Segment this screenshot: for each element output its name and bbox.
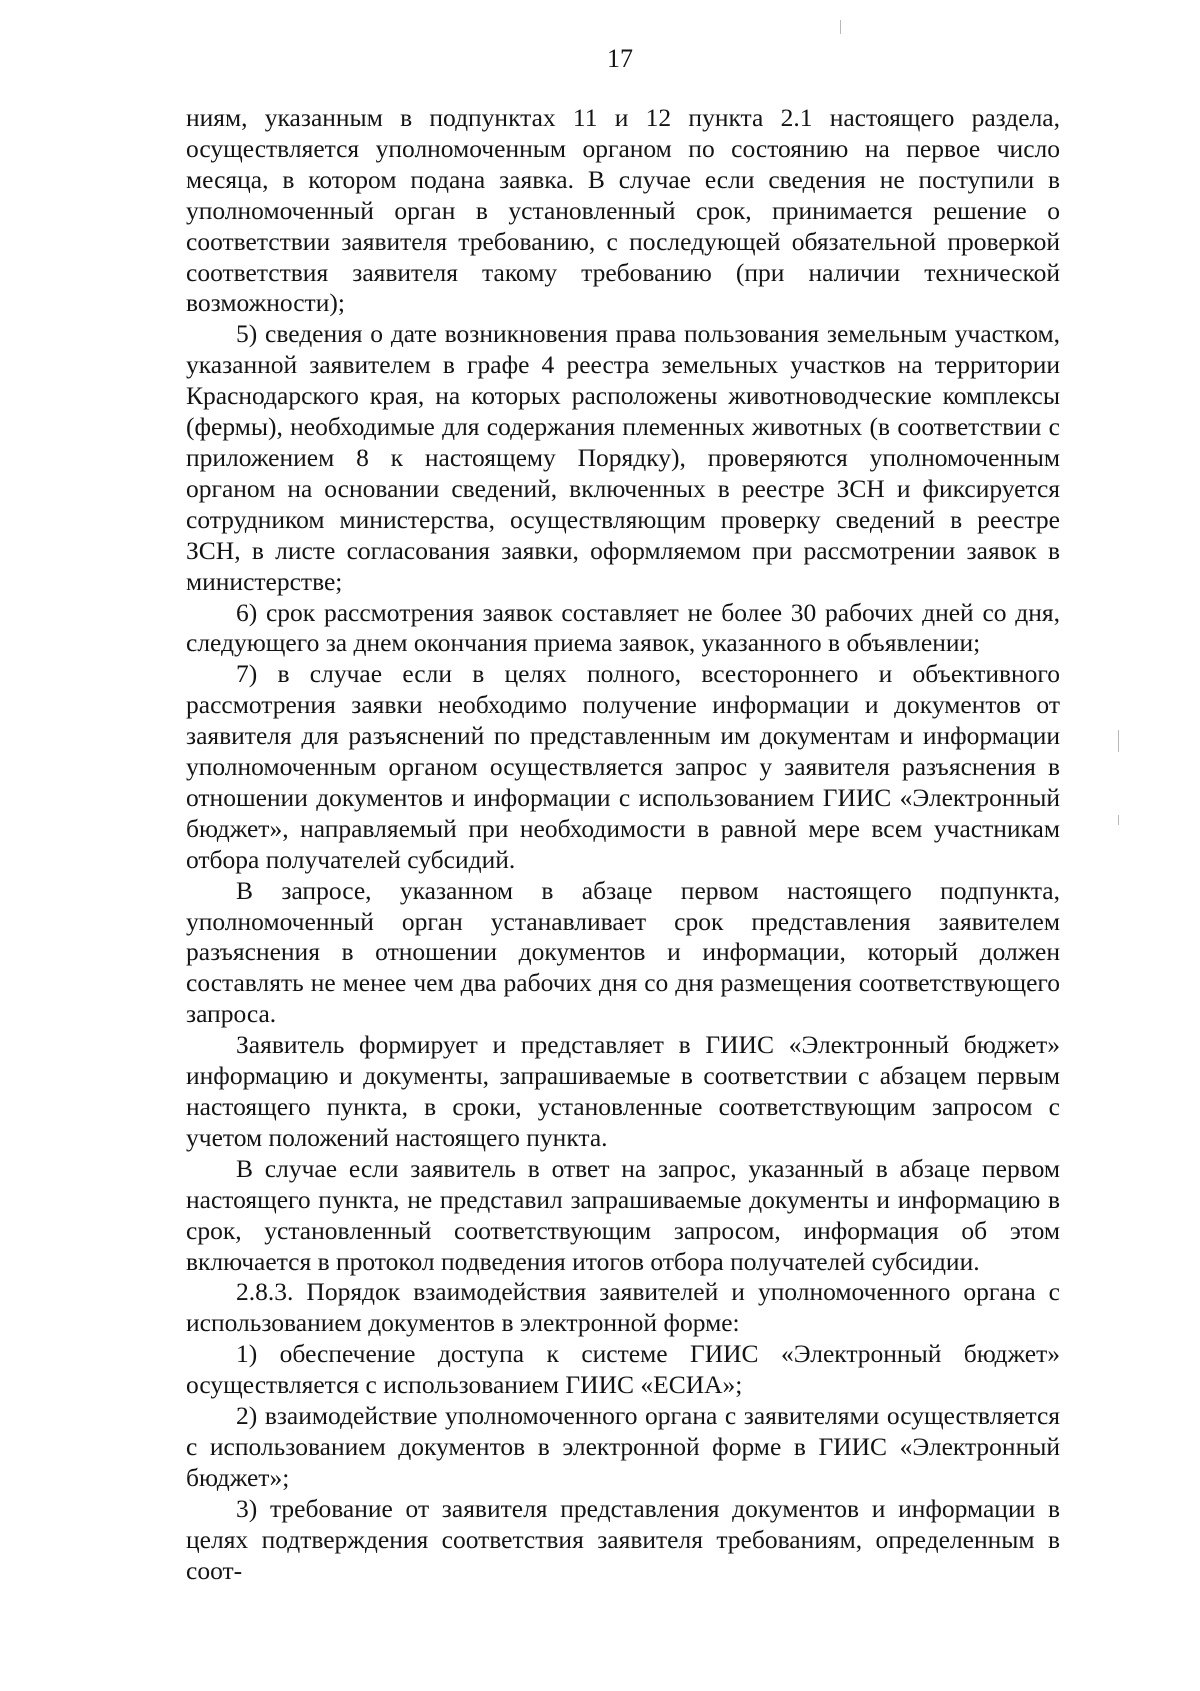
scan-artifact	[1118, 815, 1119, 825]
paragraph-item-5: 5) сведения о дате возникновения права пользования земельным участком, указанной заявителем в графе 4 реестра земельных участков на территории Краснодарского края, на которых расположены животноводческие комплексы (фермы), необходимые для содержания племенных животных (в соответствии с приложением 8 к настоящему Порядку), проверяются уполномоченным органом на основании сведений, включенных в реестре ЗСН и фиксируется сотрудником министерства, осуществляющим проверку сведений в реестре ЗСН, в листе согласования заявки, оформляемом при рассмотрении заявок в министерстве;	[186, 319, 1060, 596]
paragraph-applicant-submission: Заявитель формирует и представляет в ГИИС «Электронный бюджет» информацию и документы, запрашиваемые в соответствии с абзацем первым настоящего пункта, в сроки, установленные соответствующим запросом с учетом положений настоящего пункта.	[186, 1030, 1060, 1152]
scan-artifact	[840, 20, 841, 34]
document-body	[186, 103, 1060, 1587]
paragraph-non-submission: В случае если заявитель в ответ на запрос, указанный в абзаце первом настоящего пункта, не представил запрашиваемые документы и информацию в срок, установленный соответствующим запросом, информация об этом включается в протокол подведения итогов отбора получателей субсидии.	[186, 1153, 1060, 1276]
page-number: 17	[607, 44, 633, 73]
paragraph-item-7: 7) в случае если в целях полного, всестороннего и объективного рассмотрения заявки необходимо получение информации и документов от заявителя для разъяснений по представленным им документам и информации уполномоченным органом осуществляется запрос у заявителя разъяснения в отношении документов и информации с использованием ГИИС «Электронный бюджет», направляемый при необходимости в равной мере всем участникам отбора получателей субсидий.	[186, 659, 1060, 874]
paragraph-request-terms: В запросе, указанном в абзаце первом настоящего подпункта, уполномоченный орган устанавливает срок представления заявителем разъяснения в отношении документов и информации, который должен составлять не менее чем два рабочих дня со дня размещения соответствующего запроса.	[186, 875, 1060, 1029]
paragraph-subitem-2: 2) взаимодействие уполномоченного органа с заявителями осуществляется с использованием документов в электронной форме в ГИИС «Электронный бюджет»;	[186, 1401, 1060, 1492]
paragraph-continuation: ниям, указанным в подпунктах 11 и 12 пункта 2.1 настоящего раздела, осуществляется уполномоченным органом по состоянию на первое число месяца, в котором подана заявка. В случае если сведения не поступили в уполномоченный орган в установленный срок, принимается решение о соответствии заявителя требованию, с последующей обязательной проверкой соответствия заявителя такому требованию (при наличии технической возможности);	[186, 103, 1060, 318]
paragraph-subitem-3: 3) требование от заявителя представления документов и информации в целях подтверждения соответствия заявителя требованиям, определенным в соот-	[186, 1493, 1060, 1585]
paragraph-section-2-8-3: 2.8.3. Порядок взаимодействия заявителей и уполномоченного органа с использованием документов в электронной форме:	[186, 1277, 1060, 1338]
scan-artifact	[1118, 730, 1119, 752]
paragraph-item-6: 6) срок рассмотрения заявок составляет не более 30 рабочих дней со дня, следующего за днем окончания приема заявок, указанного в объявлении;	[186, 597, 1060, 658]
paragraph-subitem-1: 1) обеспечение доступа к системе ГИИС «Электронный бюджет» осуществляется с использованием ГИИС «ЕСИА»;	[186, 1339, 1060, 1400]
